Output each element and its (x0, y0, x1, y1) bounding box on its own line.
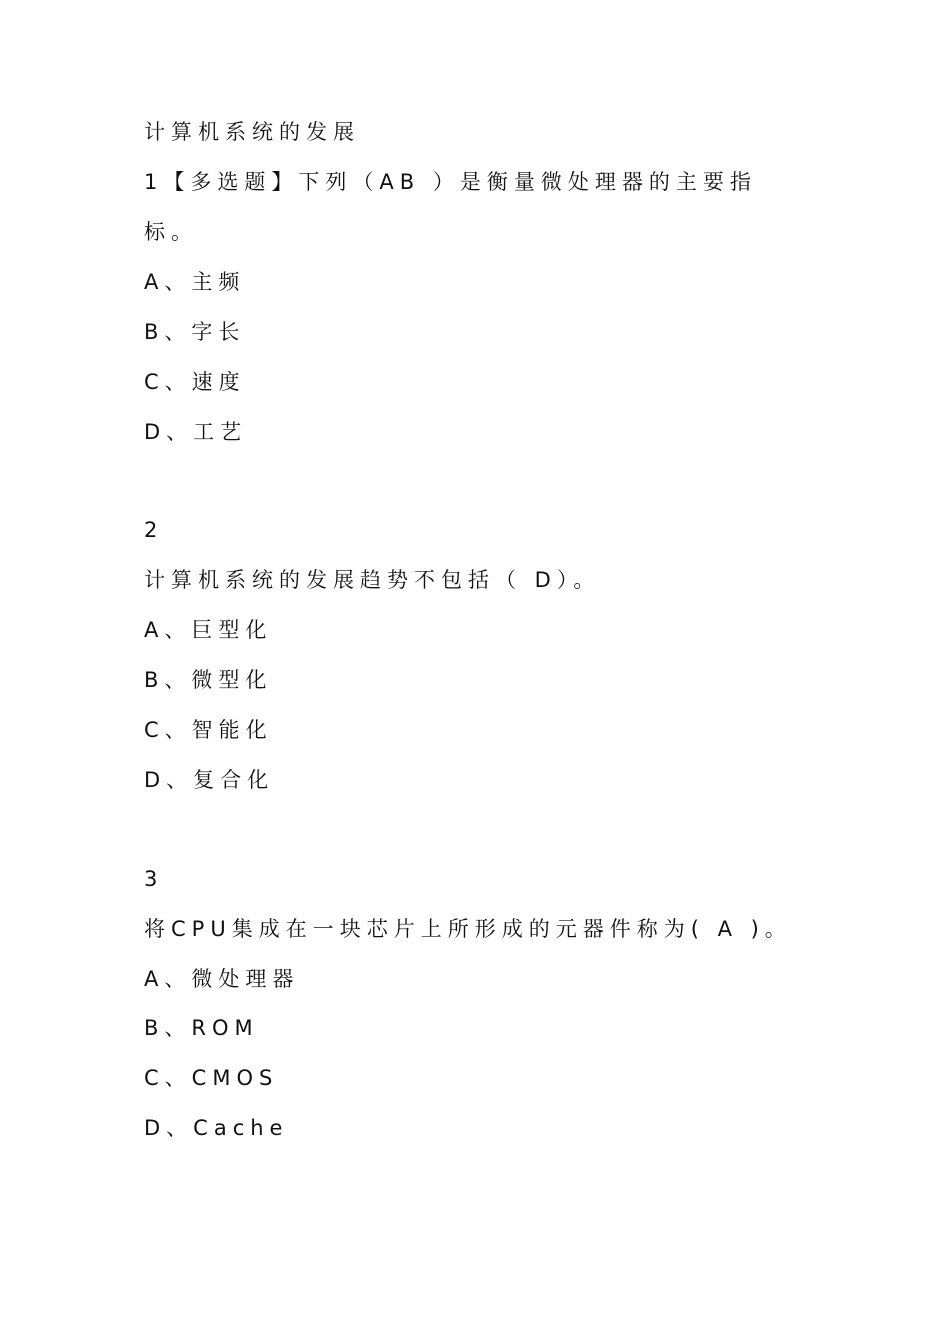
question-3-option-a: A、微处理器 (144, 967, 300, 991)
question-2-number: 2 (144, 518, 164, 542)
question-2-option-a: A、巨型化 (144, 618, 273, 642)
question-3-option-c: C、CMOS (144, 1066, 279, 1090)
question-3-option-d: D、Cache (144, 1116, 289, 1140)
question-stem-text: 【多选题】下列（AB ）是衡量微处理器的主要指 (163, 170, 757, 194)
document-title: 计算机系统的发展 (144, 120, 360, 144)
question-1-option-c: C、速度 (144, 370, 246, 394)
question-1-option-b: B、字长 (144, 320, 246, 344)
question-2-option-b: B、微型化 (144, 668, 273, 692)
question-1-stem (144, 168, 757, 196)
question-1-option-a: A、主频 (144, 270, 246, 294)
question-2-option-d: D、复合化 (144, 768, 275, 792)
question-2-stem: 计算机系统的发展趋势不包括（ D）。 (144, 568, 601, 592)
question-3-number: 3 (144, 867, 164, 891)
question-2-option-c: C、智能化 (144, 718, 273, 742)
question-1-option-d: D、工艺 (144, 420, 248, 444)
question-1-stem-continued: 标。 (144, 220, 198, 244)
question-number: 1 (144, 170, 164, 194)
question-3-option-b: B、ROM (144, 1016, 259, 1040)
question-3-stem: 将CPU集成在一块芯片上所形成的元器件称为( A )。 (144, 917, 792, 941)
